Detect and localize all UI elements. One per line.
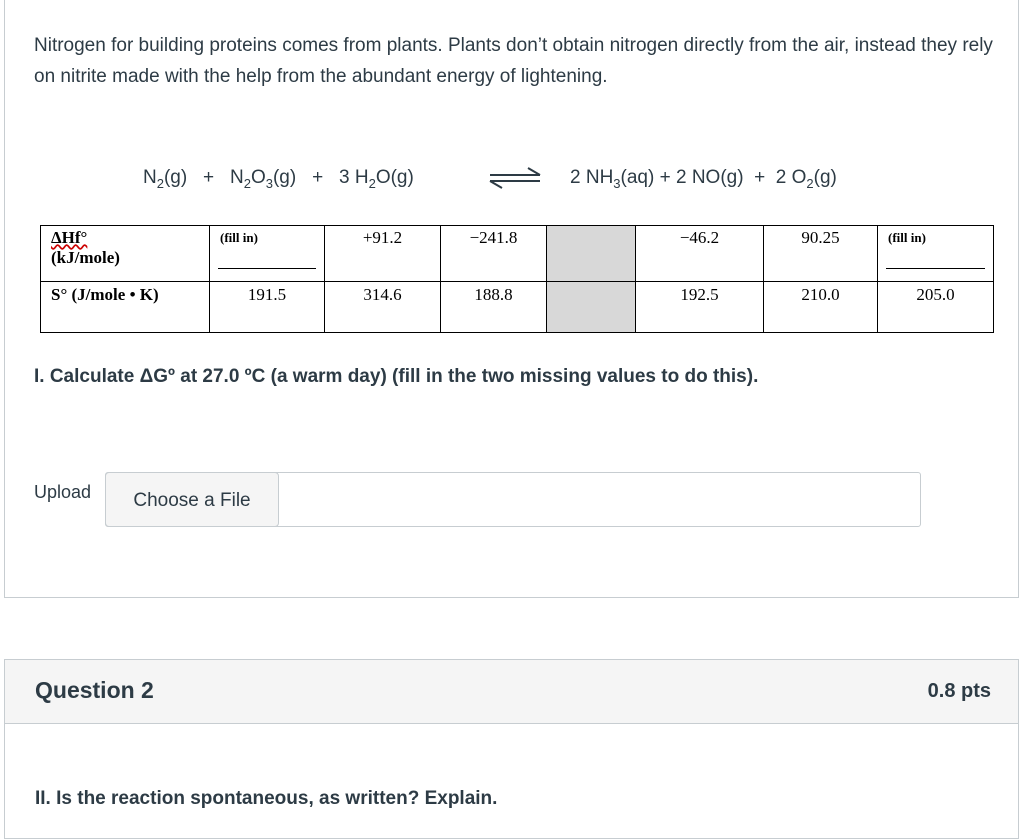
table-cell-empty (547, 282, 636, 333)
eq-sub: 2 (156, 175, 164, 191)
question-2-card (4, 659, 1019, 839)
table-cell: 90.25 (764, 226, 878, 282)
eq-text: N (143, 167, 157, 188)
choose-file-button[interactable]: Choose a File (105, 472, 279, 527)
eq-sub: 2 (806, 175, 814, 191)
table-cell: 210.0 (764, 282, 878, 333)
question-points: 0.8 pts (927, 680, 991, 702)
part-1-prompt: I. Calculate ΔGº at 27.0 ºC (a warm day) (fill in the two missing values to do this). (34, 366, 759, 387)
question-intro: Nitrogen for building proteins comes from plants. Plants don’t obtain nitrogen directly from the air, instead they rely on nitrite made with the help from the abundant energy of lightening. (34, 35, 993, 87)
table-cell-empty (547, 226, 636, 282)
eq-text: O (250, 167, 266, 188)
fill-in-blank (886, 268, 985, 269)
thermo-data-table (40, 225, 994, 333)
table-row-enthalpy (41, 226, 994, 282)
fill-in-label: (fill in) (220, 230, 258, 245)
fill-in-label: (fill in) (888, 230, 926, 245)
equation-products (570, 167, 837, 191)
enthalpy-unit: (kJ/mole) (51, 248, 120, 267)
question-title: Question 2 (35, 677, 154, 703)
eq-text: (g) (272, 167, 297, 188)
eq-text: O(g) (375, 167, 414, 188)
eq-text: (aq) + 2 NO(g) (620, 167, 744, 188)
entropy-label: S° (J/mole • K) (41, 282, 210, 333)
table-cell: −241.8 (441, 226, 547, 282)
upload-label: Upload (34, 482, 92, 502)
table-row-entropy (41, 282, 994, 333)
eq-text: 3 H (339, 167, 369, 188)
table-cell: −46.2 (636, 226, 764, 282)
table-cell-fill-in (210, 226, 325, 282)
table-cell-label (41, 226, 210, 282)
table-cell: 192.5 (636, 282, 764, 333)
question-header (5, 660, 1018, 724)
eq-plus: + (203, 167, 215, 188)
eq-text: N (230, 167, 244, 188)
table-cell: +91.2 (325, 226, 441, 282)
table-cell: 314.6 (325, 282, 441, 333)
eq-plus: + (312, 167, 324, 188)
eq-text: 2 NH (570, 167, 614, 188)
eq-sub: 3 (265, 175, 273, 191)
table-cell: 191.5 (210, 282, 325, 333)
equilibrium-arrow-icon (488, 166, 544, 190)
equation-reactants (143, 167, 414, 191)
eq-sub: 3 (613, 175, 621, 191)
eq-plus: + (754, 167, 766, 188)
eq-text: (g) (163, 167, 188, 188)
enthalpy-label: ΔHf° (51, 228, 88, 247)
eq-text: 2 O (775, 167, 807, 188)
part-2-prompt: II. Is the reaction spontaneous, as written? Explain. (35, 788, 498, 809)
fill-in-blank (218, 268, 316, 269)
eq-sub: 2 (368, 175, 376, 191)
table-cell-fill-in (878, 226, 994, 282)
table-cell: 205.0 (878, 282, 994, 333)
eq-sub: 2 (243, 175, 251, 191)
table-cell: 188.8 (441, 282, 547, 333)
eq-text: (g) (813, 167, 837, 188)
